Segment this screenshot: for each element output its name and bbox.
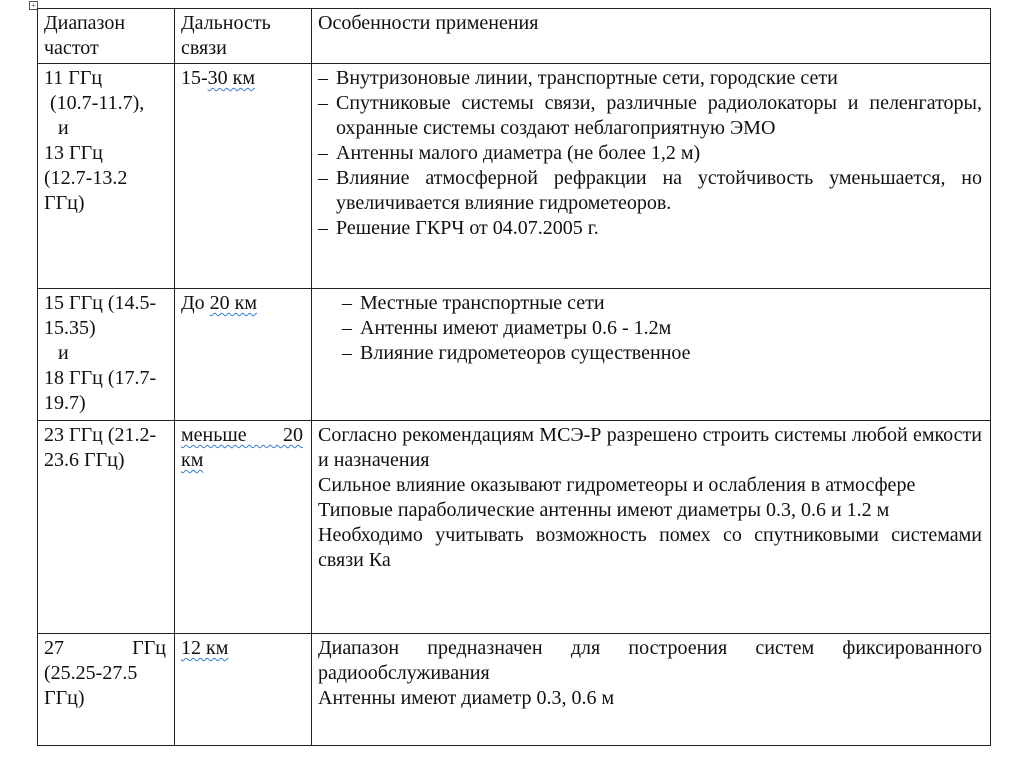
table-header-row [38, 9, 991, 64]
range-unit: км [181, 449, 204, 471]
frequency-line: ГГц) [44, 687, 85, 709]
list-item [318, 141, 982, 166]
range-value: 20 км [209, 292, 258, 314]
frequency-cell [38, 64, 175, 289]
table-row [38, 634, 991, 746]
frequency-line: (12.7-13.2 [44, 167, 128, 189]
list-item [318, 291, 982, 316]
frequency-line: 11 ГГц [44, 67, 103, 89]
dash-bullet: – [318, 67, 328, 89]
feature-paragraph: Сильное влияние оказывают гидрометеоры и ослабления в атмосфере [318, 474, 916, 496]
dash-bullet: – [342, 292, 352, 314]
feature-paragraph: Диапазон предназначен для построения систем фиксированного радиообслуживания [318, 637, 982, 684]
frequency-line: 15 ГГц (14.5- [44, 292, 157, 314]
feature-text: Влияние атмосферной рефракции на устойчивость уменьшается, но увеличивается влияние гидрометеоров. [336, 167, 982, 214]
frequency-line: 23.6 ГГц) [44, 449, 125, 471]
feature-text: Антенны малого диаметра (не более 1,2 м) [336, 142, 701, 164]
table-row [38, 289, 991, 421]
dash-bullet: – [342, 342, 352, 364]
dash-bullet: – [318, 142, 328, 164]
range-cell [175, 289, 312, 421]
frequency-line: (25.25-27.5 [44, 662, 138, 684]
feature-text: Внутризоновые линии, транспортные сети, городские сети [336, 67, 838, 89]
header-features: Особенности применения [312, 9, 991, 64]
frequency-line: ГГц) [44, 192, 85, 214]
frequency-line: и [58, 117, 69, 139]
features-list [318, 291, 982, 366]
table-row [38, 64, 991, 289]
list-item [318, 166, 982, 216]
feature-paragraph: Антенны имеют диаметр 0.3, 0.6 м [318, 687, 615, 709]
list-item [318, 216, 982, 241]
header-range: Дальность связи [175, 9, 312, 64]
list-item [318, 341, 982, 366]
frequency-cell [38, 421, 175, 634]
range-value: 12 км [181, 637, 229, 659]
features-list [318, 66, 982, 241]
dash-bullet: – [342, 317, 352, 339]
feature-text: Антенны имеют диаметры 0.6 - 1.2м [360, 317, 672, 339]
feature-text: Решение ГКРЧ от 04.07.2005 г. [336, 217, 599, 239]
feature-paragraph: Необходимо учитывать возможность помех со спутниковыми системами связи Ка [318, 524, 982, 571]
dash-bullet: – [318, 92, 328, 114]
dash-bullet: – [318, 217, 328, 239]
frequency-line: 19.7) [44, 392, 86, 414]
range-value: меньше 20 [181, 424, 303, 446]
frequency-line: 18 ГГц (17.7- [44, 367, 157, 389]
frequency-line: 23 ГГц (21.2- [44, 424, 157, 446]
frequency-bands-table [37, 8, 991, 746]
list-item [318, 66, 982, 91]
frequency-line: 27 ГГц [44, 637, 166, 659]
range-cell [175, 634, 312, 746]
feature-text: Спутниковые системы связи, различные радиолокаторы и пеленгаторы, охранные системы создают неблагоприятную ЭМО [336, 92, 982, 139]
range-cell [175, 421, 312, 634]
feature-paragraph: Согласно рекомендациям МСЭ-Р разрешено строить системы любой емкости и назначения [318, 424, 982, 471]
range-value: 30 км [207, 67, 256, 89]
range-cell [175, 64, 312, 289]
frequency-line: (10.7-11.7), [50, 92, 145, 114]
feature-text: Местные транспортные сети [360, 292, 605, 314]
list-item [318, 91, 982, 141]
range-prefix: До [181, 292, 210, 314]
frequency-cell [38, 634, 175, 746]
frequency-line: 15.35) [44, 317, 96, 339]
table-move-handle[interactable]: + [29, 1, 38, 10]
features-cell [312, 634, 991, 746]
frequency-line: и [58, 342, 69, 364]
feature-text: Влияние гидрометеоров существенное [360, 342, 691, 364]
table-row [38, 421, 991, 634]
dash-bullet: – [318, 167, 328, 189]
feature-paragraph: Типовые параболические антенны имеют диаметры 0.3, 0.6 и 1.2 м [318, 499, 890, 521]
features-cell [312, 421, 991, 634]
range-prefix: 15- [181, 67, 208, 89]
frequency-cell [38, 289, 175, 421]
list-item [318, 316, 982, 341]
features-cell [312, 289, 991, 421]
header-frequency: Диапазон частот [38, 9, 175, 64]
frequency-line: 13 ГГц [44, 142, 103, 164]
features-cell [312, 64, 991, 289]
